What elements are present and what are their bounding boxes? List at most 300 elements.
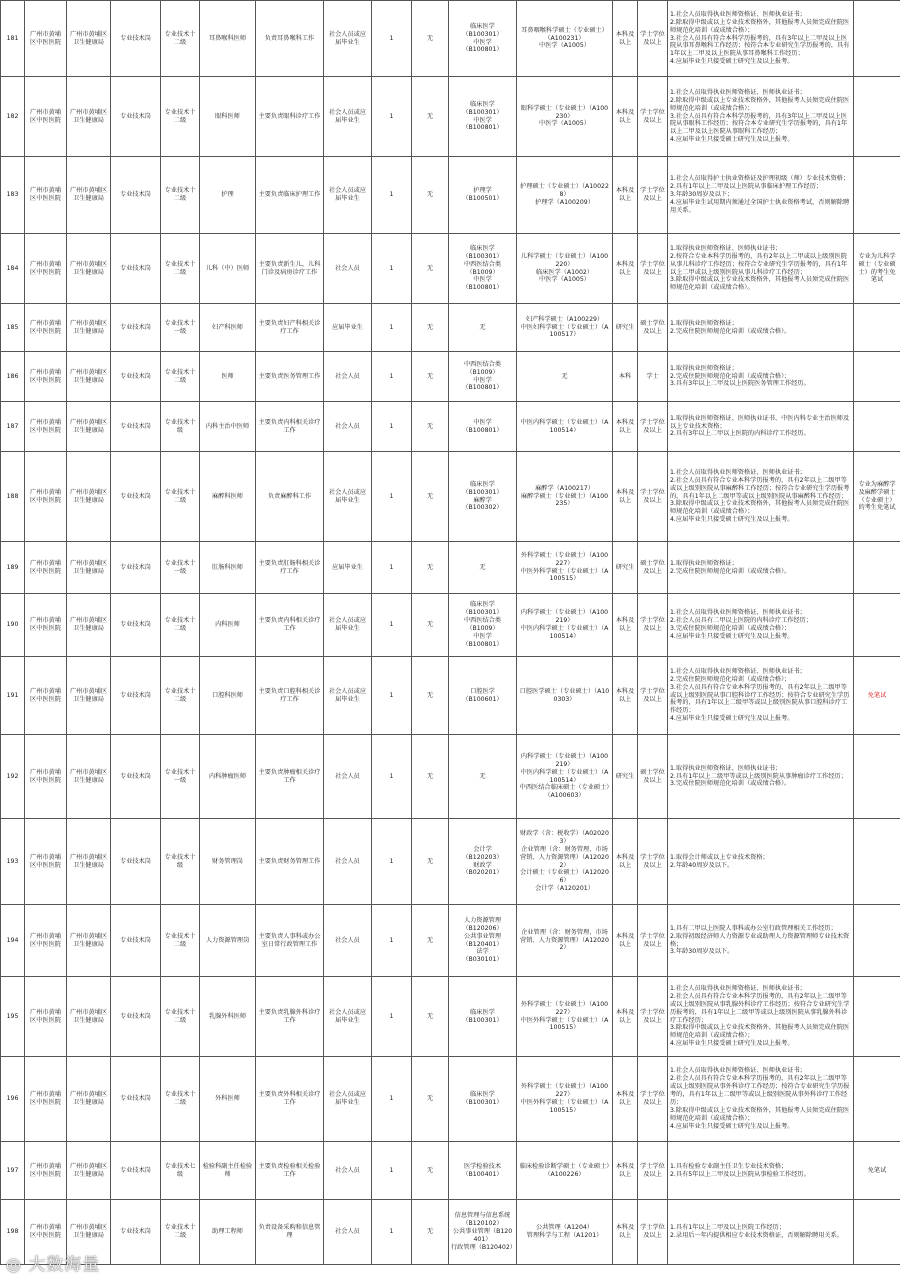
requirement-line: 3.年龄30周岁及以下。 [670,948,734,956]
master-major-cell [517,452,613,542]
count-cell: 1 [372,77,412,157]
remark-cell: 专业为麻醉学及麻醉学硕士（专业硕士）的考生免笔试 [854,452,900,542]
major-line: （B100401） [462,1170,503,1178]
major-line: （B100301） [462,1099,503,1106]
count-cell: 1 [372,657,412,735]
major-line: 信息管理与信息系统（B120102） [454,1212,511,1228]
major-line: （B120401） [462,940,503,948]
major-line: （B1009） [466,368,499,376]
dept-cell: 广州市黄埔区卫生健康局 [67,1142,111,1200]
level-cell: 专业技术十二级 [161,234,200,304]
requirements-cell [668,77,854,157]
major-line: （B100801） [462,46,503,54]
count-cell: 1 [372,1057,412,1142]
duty-cell: 主要负责口腔科相关诊疗工作 [256,657,324,735]
major-line: 中医学 [473,276,492,284]
requirement-line: 1.社会人员取得执业医师资格证、医师执业证书； [670,667,806,675]
post-title-cell: 外科医师 [200,1057,256,1142]
post-type-cell: 专业技术岗 [111,304,161,352]
major-line: 中医内科学硕士（专业硕士）（A100514） [520,768,609,784]
degree-cell: 学士学位及以上 [638,1057,668,1142]
major-line: 中医学（A1005） [539,42,590,50]
table-row [1,234,900,304]
remark-cell [854,352,900,402]
remark-cell [854,304,900,352]
degree-cell: 硕士学位及以上 [638,542,668,594]
education-cell: 研究生 [613,304,638,352]
target-cell: 社会人员 [324,1200,372,1265]
major-line: 外科学硕士（专业硕士）（A100227） [520,551,609,567]
seq-cell: 188 [1,452,25,542]
major-line: 临床医学 [470,1008,495,1016]
post-type-cell: 专业技术岗 [111,594,161,657]
seq-cell: 181 [1,1,25,77]
major-line: （B100801） [462,426,503,434]
major-line: 中西医结合类 [463,260,502,268]
degree-cell: 学士学位及以上 [638,234,668,304]
duty-cell: 主要负责临床护理工作 [256,157,324,234]
education-cell: 本科及以上 [613,1142,638,1200]
count-cell: 1 [372,157,412,234]
duty-cell: 主要负责肛肠科相关诊疗工作 [256,542,324,594]
duty-cell: 主要负责内科相关诊疗工作 [256,594,324,657]
requirement-line: 2.具有5年以上二甲及以上医院从事检验工作经历。 [670,1170,810,1178]
table-row [1,304,900,352]
requirements-cell [668,819,854,905]
dept-cell: 广州市黄埔区卫生健康局 [67,1,111,77]
major-line: 临床医学 [470,601,495,609]
major-line: 中医学 [473,632,492,640]
post-type-cell: 专业技术岗 [111,819,161,905]
seq-cell: 182 [1,77,25,157]
table-row [1,157,900,234]
major-line: 内科学硕士（专业硕士）（A100219） [520,752,609,768]
post-title-cell: 麻醉科医师 [200,452,256,542]
degree-cell: 学士学位及以上 [638,594,668,657]
post-title-cell: 口腔科医师 [200,657,256,735]
major-line: （B120206） [462,924,503,932]
master-major-cell [517,304,613,352]
table-row [1,352,900,402]
major-line: 行政管理（B120402） [451,1243,516,1251]
count-cell: 1 [372,819,412,905]
unit-cell: 广州市黄埔区中医医院 [25,157,67,234]
major-line: 中医学（A1005） [539,276,590,284]
unit-cell: 广州市黄埔区中医医院 [25,1,67,77]
ratio-cell: 无 [412,1,449,77]
dept-cell: 广州市黄埔区卫生健康局 [67,594,111,657]
duty-cell: 负责设备采购和信息管理 [256,1200,324,1265]
bachelor-major-cell [449,452,517,542]
master-major-cell [517,657,613,735]
seq-cell: 196 [1,1057,25,1142]
requirement-line: 1.具有1年以上二甲及以上医院工作经历； [670,1224,786,1232]
master-major-cell [517,594,613,657]
requirement-line: 2.年龄40周岁及以下。 [670,861,734,869]
master-major-cell [517,77,613,157]
requirement-line: 1.社会人员取得执业医师资格证、医师执业证书； [670,609,806,617]
seq-cell: 189 [1,542,25,594]
bachelor-major-cell [449,977,517,1057]
count-cell: 1 [372,735,412,819]
table-row [1,735,900,819]
requirement-line: 1.社会人员取得执业医师资格证、医师执业证书； [670,88,806,96]
unit-cell: 广州市黄埔区中医医院 [25,657,67,735]
table-row [1,542,900,594]
level-cell: 专业技术十二级 [161,1,200,77]
duty-cell: 主要负责新生儿、儿科门诊及病房诊疗工作 [256,234,324,304]
level-cell: 专业技术十二级 [161,977,200,1057]
requirements-cell [668,1,854,77]
remark-cell [854,594,900,657]
post-title-cell: 检验科副主任检验师 [200,1142,256,1200]
requirement-line: 3.完成住院医师规范化培训（或成绩合格）； [670,625,791,632]
education-cell: 本科及以上 [613,594,638,657]
post-title-cell: 内科医师 [200,594,256,657]
requirement-line: 4.应届毕业生只接受硕士研究生及以上报考。 [670,715,794,723]
bachelor-major-cell [449,594,517,657]
requirements-cell [668,977,854,1057]
major-line: （B100301） [462,609,503,617]
requirements-cell [668,1200,854,1265]
requirement-line: 3.年龄30周岁及以下； [670,191,734,199]
requirement-line: 2.完成住院医师规范化培训（或成绩合格）； [670,675,791,683]
major-line: 无 [479,563,486,571]
degree-cell: 学士 [638,352,668,402]
major-line: 口腔医学硕士（专业硕士）（A100303） [519,687,610,703]
bachelor-major-cell [449,402,517,452]
major-line: 麻醉学硕士（专业硕士）（A100235） [520,492,609,508]
education-cell: 本科及以上 [613,977,638,1057]
major-line: 中西医结合临床硕士（专业硕士）（A100603） [519,784,610,800]
post-type-cell: 专业技术岗 [111,402,161,452]
ratio-cell: 无 [412,735,449,819]
dept-cell: 广州市黄埔区卫生健康局 [67,735,111,819]
requirement-line: 4.应届毕业生只接受硕士研究生及以上报考。 [670,136,794,144]
target-cell: 社会人员或应届毕业生 [324,1057,372,1142]
requirement-line: 2.具有3年以上二甲以上医院的内科诊疗工作经历。 [670,430,810,438]
level-cell: 专业技术十二级 [161,657,200,735]
major-line: 企业管理（含：财务管理、市场营销、人力资源管理）（A120202） [520,928,609,952]
requirement-line: 2.完成住院医师规范化培训（或成绩合格）； [670,372,791,380]
target-cell: 社会人员或应届毕业生 [324,157,372,234]
requirement-line: 2.完成住院医师规范化培训（或成绩合格）。 [670,567,791,575]
ratio-cell: 无 [412,1142,449,1200]
education-cell: 本科 [613,352,638,402]
requirement-line: 4.应届毕业生只接受硕士研究生及以上报考。 [670,1122,794,1130]
dept-cell: 广州市黄埔区卫生健康局 [67,452,111,542]
target-cell: 社会人员或应届毕业生 [324,452,372,542]
degree-cell: 学士学位及以上 [638,1,668,77]
major-line: 无 [479,772,486,780]
major-line: （B100302） [462,504,503,512]
requirements-cell [668,304,854,352]
target-cell: 社会人员 [324,402,372,452]
major-line: 内科学硕士（专业硕士）（A100219） [520,609,609,625]
duty-cell: 负责麻醉科工作 [256,452,324,542]
requirement-line: 2.具有1年以上二级甲等或以上级别医院从事肿瘤诊疗工作经历； [670,772,847,780]
requirement-line: 4.应届毕业生只接受硕士研究生及以上报考。 [670,58,794,66]
remark-cell [854,77,900,157]
seq-cell: 185 [1,304,25,352]
degree-cell: 学士学位及以上 [638,977,668,1057]
education-cell: 研究生 [613,735,638,819]
seq-cell: 183 [1,157,25,234]
major-line: 公共事业管理（B120401） [452,1228,513,1243]
degree-cell: 学士学位及以上 [638,157,668,234]
requirements-cell [668,542,854,594]
bachelor-major-cell [449,157,517,234]
education-cell: 本科及以上 [613,234,638,304]
education-cell: 本科及以上 [613,402,638,452]
dept-cell: 广州市黄埔区卫生健康局 [67,77,111,157]
level-cell: 专业技术七级 [161,1142,200,1200]
major-line: （B100801） [462,284,503,292]
post-title-cell: 助理工程师 [200,1200,256,1265]
degree-cell: 学士学位及以上 [638,452,668,542]
major-line: 无 [479,323,486,331]
dept-cell: 广州市黄埔区卫生健康局 [67,542,111,594]
count-cell: 1 [372,594,412,657]
target-cell: 社会人员或应届毕业生 [324,77,372,157]
major-line: （B100301） [462,488,503,496]
major-line: 会计学 [473,845,492,853]
post-title-cell: 肛肠科医师 [200,542,256,594]
table-row [1,452,900,542]
seq-cell: 194 [1,905,25,977]
major-line: 中西医结合类 [463,617,502,625]
requirement-line: 1.取得执业医师资格证、医师执业证书； [670,764,782,772]
seq-cell: 184 [1,234,25,304]
ratio-cell: 无 [412,77,449,157]
major-line: （B100301） [462,108,503,116]
level-cell: 专业技术十二级 [161,594,200,657]
level-cell: 专业技术十二级 [161,1200,200,1265]
post-type-cell: 专业技术岗 [111,352,161,402]
ratio-cell: 无 [412,905,449,977]
target-cell: 社会人员 [324,735,372,819]
count-cell: 1 [372,352,412,402]
level-cell: 专业技术十一级 [161,542,200,594]
requirements-cell [668,657,854,735]
count-cell: 1 [372,977,412,1057]
bachelor-major-cell [449,905,517,977]
education-cell: 本科及以上 [613,905,638,977]
bachelor-major-cell [449,542,517,594]
major-line: 口腔医学 [470,687,495,695]
major-line: 妇产科学硕士（A100229） [525,315,604,323]
post-type-cell: 专业技术岗 [111,1057,161,1142]
unit-cell: 广州市黄埔区中医医院 [25,1142,67,1200]
unit-cell: 广州市黄埔区中医医院 [25,819,67,905]
requirement-line: 2.完成住院医师规范化培训（或成绩合格）。 [670,327,791,335]
major-line: （B100301） [462,252,503,260]
duty-cell: 主要负责人事科或办公室日常行政管理工作 [256,905,324,977]
ratio-cell: 无 [412,304,449,352]
major-line: 会计学（A120201） [535,885,594,893]
requirements-cell [668,594,854,657]
unit-cell: 广州市黄埔区中医医院 [25,735,67,819]
major-line: （B100801） [462,124,503,132]
remark-cell [854,402,900,452]
master-major-cell [517,542,613,594]
table-row [1,77,900,157]
requirement-line: 4.应届毕业生只接受硕士研究生及以上报考。 [670,1040,794,1048]
master-major-cell [517,157,613,234]
requirement-line: 3.除取得中级或以上专业技术资格外，其他报考人员须完成住院医师规范化培训（或成绩合格）； [670,1106,850,1122]
major-line: 临床医学 [470,244,495,252]
post-title-cell: 内科肿瘤医师 [200,735,256,819]
duty-cell: 负责耳鼻喉科工作 [256,1,324,77]
post-type-cell: 专业技术岗 [111,77,161,157]
requirement-line: 3.除取得中级或以上专业技术资格外，其他报考人员须完成住院医师规范化培训（或成绩合格）； [670,500,850,516]
major-line: 会计硕士（专业硕士）（A120206） [520,869,609,885]
ratio-cell: 无 [412,234,449,304]
post-title-cell: 儿科（中）医师 [200,234,256,304]
major-line: 中医学 [473,38,492,46]
requirement-line: 1.取得执业医师资格证； [670,559,738,567]
requirements-cell [668,402,854,452]
requirement-line: 1.取得执业医师资格证、医师执业证书； [670,244,782,252]
bachelor-major-cell [449,819,517,905]
requirements-cell [668,157,854,234]
master-major-cell [517,905,613,977]
unit-cell: 广州市黄埔区中医医院 [25,1057,67,1142]
requirements-cell [668,1142,854,1200]
requirement-line: 2.社会人员具有二甲以上医院的内科诊疗工作经历； [670,617,813,625]
count-cell: 1 [372,1,412,77]
post-type-cell: 专业技术岗 [111,542,161,594]
ratio-cell: 无 [412,977,449,1057]
education-cell: 本科及以上 [613,157,638,234]
major-line: （B100301） [462,1016,503,1024]
duty-cell: 主要负责眼科诊疗工作 [256,77,324,157]
major-line: （B020201） [462,869,503,877]
major-line: 中医外科学硕士（专业硕士）（A100515） [520,1099,609,1114]
requirement-line: 1.社会人员取得执业医师资格证、医师执业证书； [670,1067,806,1075]
requirement-line: 1.取得执业医师资格证； [670,364,738,372]
major-line: 麻醉学 [473,496,492,504]
count-cell: 1 [372,1142,412,1200]
major-line: （B100501） [462,195,503,202]
master-major-cell [517,234,613,304]
seq-cell: 195 [1,977,25,1057]
target-cell: 社会人员 [324,352,372,402]
requirement-line: 3.具有3年以上二甲及以上医院医务管理工作经历。 [670,380,810,388]
target-cell: 应届毕业生 [324,542,372,594]
major-line: （B100301） [462,30,503,38]
degree-cell: 学士学位及以上 [638,402,668,452]
requirement-line: 1.取得执业医师资格证； [670,319,738,327]
post-title-cell: 眼科医师 [200,77,256,157]
major-line: （B120203） [462,853,503,861]
remark-cell [854,542,900,594]
bachelor-major-cell [449,657,517,735]
duty-cell: 主要负责内科相关诊疗工作 [256,402,324,452]
bachelor-major-cell [449,735,517,819]
remark-cell [854,735,900,819]
post-type-cell: 专业技术岗 [111,1142,161,1200]
seq-cell: 197 [1,1142,25,1200]
table-row [1,1,900,77]
bachelor-major-cell [449,1142,517,1200]
requirement-line: 1.取得会计师或以上专业技术资格； [670,853,769,861]
ratio-cell: 无 [412,594,449,657]
bachelor-major-cell [449,1057,517,1142]
remark-cell [854,1057,900,1142]
degree-cell: 硕士学位及以上 [638,304,668,352]
count-cell: 1 [372,234,412,304]
degree-cell: 学士学位及以上 [638,1200,668,1265]
degree-cell: 学士学位及以上 [638,1142,668,1200]
remark-cell [854,157,900,234]
major-line: 财政学 [473,861,492,869]
major-line: 企业管理（含：财务管理、市场营销、人力资源管理）（A120202） [520,845,609,869]
unit-cell: 广州市黄埔区中医医院 [25,234,67,304]
major-line: 护理学 [473,187,492,195]
watermark-text: 大数海量 [28,1255,101,1275]
target-cell: 社会人员 [324,819,372,905]
post-title-cell: 耳鼻喉科医师 [200,1,256,77]
dept-cell: 广州市黄埔区卫生健康局 [67,157,111,234]
seq-cell: 198 [1,1200,25,1265]
seq-cell: 186 [1,352,25,402]
unit-cell: 广州市黄埔区中医医院 [25,452,67,542]
unit-cell: 广州市黄埔区中医医院 [25,977,67,1057]
major-line: 外科学硕士（专业硕士）（A100227） [520,1000,609,1016]
degree-cell: 硕士学位及以上 [638,735,668,819]
target-cell: 应届毕业生 [324,304,372,352]
duty-cell: 主要负责医务管理工作 [256,352,324,402]
major-line: 中医学 [473,376,492,384]
education-cell: 本科及以上 [613,657,638,735]
requirement-line: 2.按符合专业本科学历报考的，具有2年以上二甲或以上级别医院从事儿科诊疗工作经历；按符合专业研究生学历报考的，具有1年以上二甲或以上级别医院从事儿科诊疗工作经历； [670,252,848,276]
post-type-cell: 专业技术岗 [111,735,161,819]
table-row [1,657,900,735]
major-line: 中医内科学硕士（专业硕士）（A100514） [520,625,609,640]
major-line: 临床医学 [470,1091,495,1099]
requirement-line: 1.社会人员取得执业医师资格证、医师执业证书； [670,468,806,476]
level-cell: 专业技术十级 [161,819,200,905]
remark-cell [854,905,900,977]
post-title-cell: 护理 [200,157,256,234]
table-row [1,1200,900,1265]
major-line: 中医外科学硕士（专业硕士）（A100515） [520,1016,609,1032]
ratio-cell: 无 [412,402,449,452]
ratio-cell: 无 [412,657,449,735]
master-major-cell [517,1,613,77]
major-line: 人力资源管理 [463,916,502,924]
major-line: 护理学（A100209） [535,198,594,206]
master-major-cell [517,735,613,819]
major-line: 管理科学与工程（A1201） [526,1232,603,1239]
bachelor-major-cell [449,1200,517,1265]
watermark [6,1250,100,1275]
major-line: 医学检验技术 [463,1162,502,1170]
major-line: 临床医学 [470,100,495,108]
requirement-line: 2.录用后一年内提供相应专业技术资格证，否则解除聘用关系。 [670,1232,843,1239]
major-line: 中西医结合类 [463,360,502,368]
requirements-cell [668,735,854,819]
post-type-cell: 专业技术岗 [111,452,161,542]
major-line: 中医内科学硕士（专业硕士）（A100514） [520,418,609,434]
count-cell: 1 [372,304,412,352]
level-cell: 专业技术十一级 [161,304,200,352]
post-title-cell: 妇产科医师 [200,304,256,352]
major-line: 临床医学（A1002） [535,268,594,276]
ratio-cell: 无 [412,1200,449,1265]
unit-cell: 广州市黄埔区中医医院 [25,352,67,402]
